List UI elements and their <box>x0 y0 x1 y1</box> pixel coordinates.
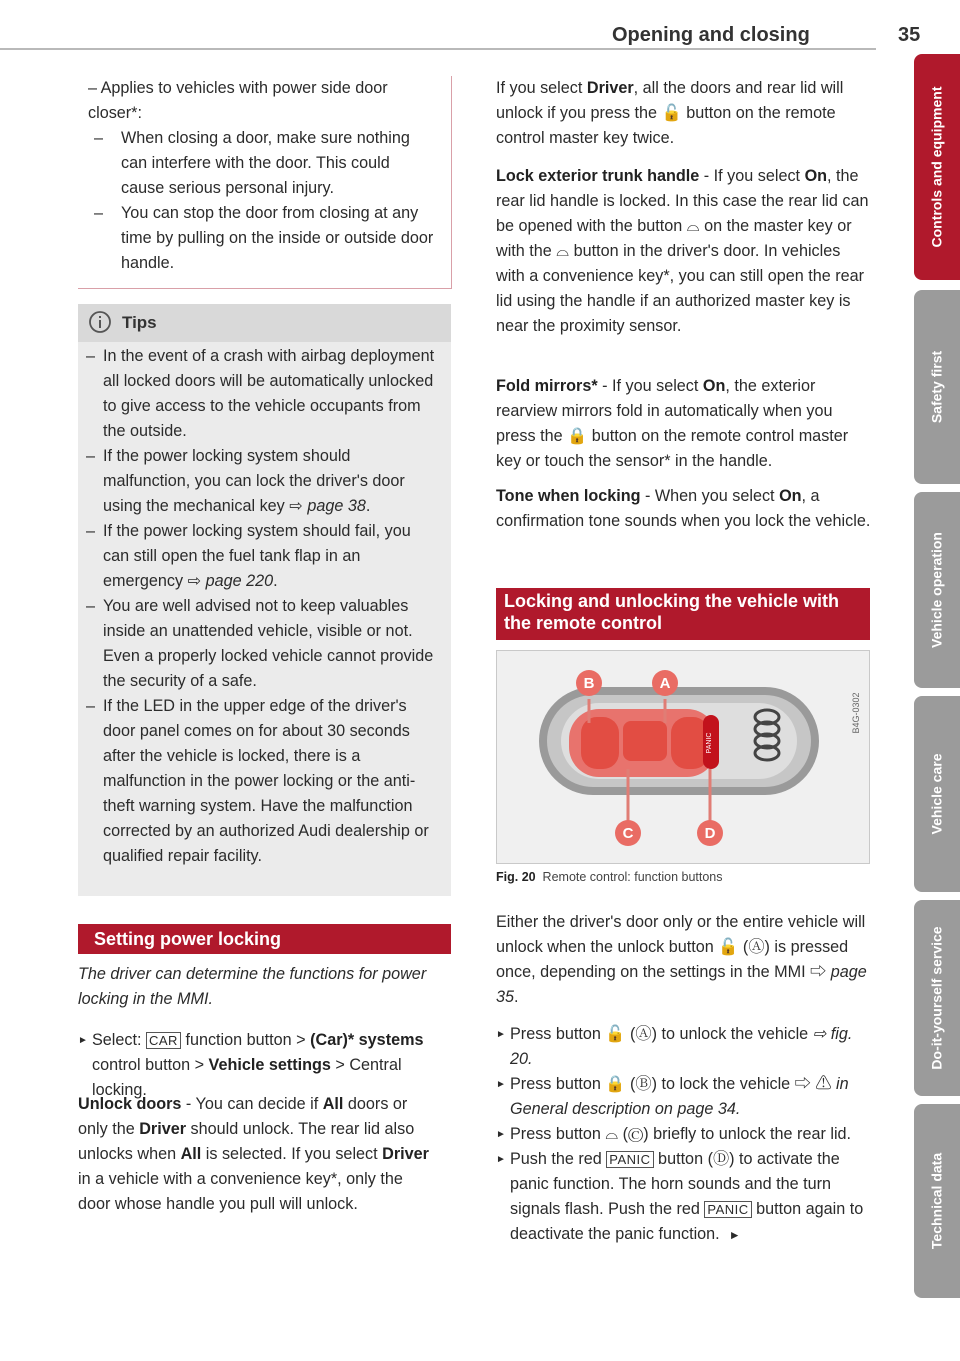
panic-key: PANIC <box>704 1201 751 1218</box>
remote-key-illustration <box>497 651 869 863</box>
tips-list <box>78 342 451 869</box>
info-circle-icon <box>88 310 112 334</box>
box-list <box>78 126 451 276</box>
tone-paragraph: Tone when locking - When you select On, a confirmation tone sounds when you lock the vehicle. <box>496 487 871 530</box>
select-step: ► Select: CAR function button > (Car)* systems control button > Vehicle settings > Central locking. <box>78 1028 438 1103</box>
remote-intro-paragraph: Either the driver's door only or the entire vehicle will unlock when the unlock button 🔓 (Ⓐ) is pressed once, depending on the settings in the MMI ⇨ page 35. <box>496 913 867 1006</box>
tip-item: – If the power locking system should fail, you can still open the fuel tank flap in an emergency ⇨ page 220. <box>80 519 437 594</box>
remote-step: ► Press button ⌓ (Ⓒ) briefly to unlock the rear lid. <box>496 1122 872 1147</box>
lock-button[interactable] <box>581 717 619 769</box>
figure-remote-control <box>496 650 870 864</box>
tip-item: – You are well advised not to keep valuables inside an unattended vehicle, visible or not. Even a properly locked vehicle cannot provide the security of a safe. <box>80 594 437 694</box>
callout-c: C <box>622 825 634 842</box>
callout-d: D <box>704 825 716 842</box>
box-item: – You can stop the door from closing at any time by pulling on the inside or outside door handle. <box>88 201 437 276</box>
section-intro: The driver can determine the functions for power locking in the MMI. <box>78 965 427 1008</box>
remote-step: ► Push the red PANIC button (Ⓓ) to activate the panic function. The horn sounds and the turn signals flash. Push the red PANIC button again to deactivate the panic function. ► <box>496 1147 872 1248</box>
remote-step: ► Press button 🔒 (Ⓑ) to lock the vehicle ⇨ ⚠ in General description on page 34. <box>496 1072 872 1122</box>
side-tab-safety[interactable]: Safety first <box>914 290 960 484</box>
running-header: Opening and closing <box>612 24 810 46</box>
panic-key: PANIC <box>606 1151 653 1168</box>
figure-code: B4G-0302 <box>851 692 861 734</box>
section-heading-setting-power-locking: Setting power locking <box>78 924 451 954</box>
section-heading-remote-control: Locking and unlocking the vehicle with the remote control <box>496 588 870 640</box>
side-tab-vehicle-operation[interactable]: Vehicle operation <box>914 492 960 688</box>
driver-paragraph: If you select Driver, all the doors and rear lid will unlock if you press the 🔓 button on the remote control master key twice. <box>496 79 844 147</box>
tips-header <box>78 304 451 342</box>
page-number: 35 <box>898 24 921 46</box>
box-item: – When closing a door, make sure nothing can interfere with the door. This could cause serious personal injury. <box>88 126 437 201</box>
remote-steps <box>496 1022 872 1248</box>
car-key: CAR <box>146 1032 181 1049</box>
panic-label: PANIC <box>706 732 713 754</box>
fold-mirrors-paragraph: Fold mirrors* - If you select On, the exterior rearview mirrors fold in automatically when you press the 🔒 button on the remote control master key or touch the sensor* in the handle. <box>496 377 849 470</box>
tip-item: – If the power locking system should malfunction, you can lock the driver's door using the mechanical key ⇨ page 38. <box>80 444 437 519</box>
trunk-button[interactable] <box>623 721 667 761</box>
callout-b: B <box>583 675 595 692</box>
tip-item: – If the LED in the upper edge of the driver's door panel comes on for about 30 seconds after the vehicle is locked, there is a malfunction in the power locking or the anti-theft warning system. Have the malfunction corrected by an authorized Audi dealership or qualified repair facility. <box>80 694 437 869</box>
header-rule <box>0 48 876 50</box>
continue-arrow-icon: ► <box>728 1228 741 1242</box>
tips-box <box>78 304 451 896</box>
tips-title: Tips <box>122 313 157 332</box>
tip-item: – In the event of a crash with airbag deployment all locked doors will be automatically unlocked to give access to the vehicle occupants from the outside. <box>80 344 437 444</box>
side-tab-diy-service[interactable]: Do-it-yourself service <box>914 900 960 1096</box>
trunk-handle-paragraph: Lock exterior trunk handle - If you select On, the rear lid handle is locked. In this case the rear lid can be opened with the button ⌓ on the master key or with the ⌓ button in the driver's door. In vehicles with a convenience key*, you can still open the rear lid using the handle if an authorized master key is near the proximity sensor. <box>496 167 869 335</box>
side-tab-controls[interactable]: Controls and equipment <box>914 54 960 280</box>
remote-step: ► Press button 🔓 (Ⓐ) to unlock the vehicle ⇨ fig. 20. <box>496 1022 872 1072</box>
side-tab-vehicle-care[interactable]: Vehicle care <box>914 696 960 892</box>
figure-caption: Fig. 20 Remote control: function buttons <box>496 870 723 884</box>
box-intro: – Applies to vehicles with power side door closer*: <box>88 79 388 122</box>
warning-continuation-box <box>78 76 452 289</box>
unlock-doors-paragraph: Unlock doors - You can decide if All doors or only the Driver should unlock. The rear lid also unlocks when All is selected. If you select Driver in a vehicle with a convenience key*, only the door whose handle you pull will unlock. <box>78 1095 429 1213</box>
side-tab-technical-data[interactable]: Technical data <box>914 1104 960 1298</box>
callout-a: A <box>659 675 671 692</box>
